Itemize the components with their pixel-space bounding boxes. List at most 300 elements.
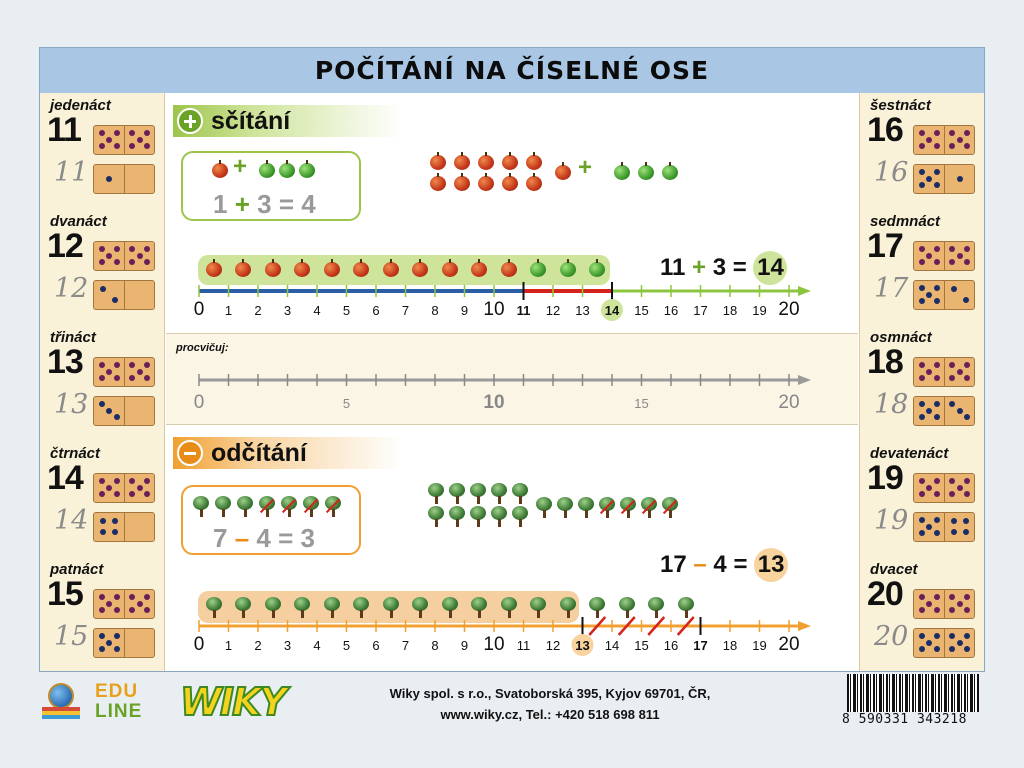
number-line-label: 18 xyxy=(722,303,738,318)
domino-pip xyxy=(957,601,963,607)
tree-icon xyxy=(470,483,486,505)
domino-pip xyxy=(934,517,940,523)
domino-pip xyxy=(963,518,969,524)
number-word: devatenáct xyxy=(870,445,949,462)
domino-pip xyxy=(919,285,925,291)
domino-half xyxy=(914,513,944,541)
tree-icon xyxy=(512,483,528,505)
number-digits: 20 xyxy=(867,575,903,613)
number-word: patnáct xyxy=(50,561,104,578)
crossed-tree-icon xyxy=(620,497,636,519)
domino-pip xyxy=(100,286,106,292)
number-card xyxy=(860,93,985,209)
eq-result: 3 xyxy=(300,523,315,553)
domino-tile xyxy=(93,280,155,310)
domino-pip xyxy=(144,362,150,368)
domino-half xyxy=(94,126,124,154)
eq-operand: 7 xyxy=(213,523,228,553)
number-card xyxy=(40,209,165,325)
domino-pip xyxy=(137,137,143,143)
domino-pip xyxy=(919,401,925,407)
number-line-label: 6 xyxy=(372,303,380,318)
number-digits: 18 xyxy=(867,343,903,381)
domino-pip xyxy=(949,633,955,639)
domino-pip xyxy=(114,633,120,639)
green-apple-icon xyxy=(614,165,630,180)
domino-pip xyxy=(964,259,970,265)
number-line-label: 5 xyxy=(342,638,351,653)
number-card xyxy=(860,557,985,673)
domino-half xyxy=(944,474,975,502)
left-number-column xyxy=(40,93,165,671)
number-line-label: 8 xyxy=(431,638,439,653)
company-contact: www.wiky.cz, Tel.: +420 518 698 811 xyxy=(440,707,660,722)
domino-tile xyxy=(93,473,155,503)
tree-icon xyxy=(215,496,231,518)
domino-pip xyxy=(919,259,925,265)
number-line-label: 12 xyxy=(545,638,561,653)
domino-pip xyxy=(934,259,940,265)
domino-pip xyxy=(144,375,150,381)
domino-pip xyxy=(99,246,105,252)
domino-pip xyxy=(100,529,106,535)
domino-pip xyxy=(99,401,105,407)
green-apple-icon xyxy=(560,262,576,277)
domino-pip xyxy=(964,633,970,639)
domino-tile xyxy=(93,589,155,619)
domino-pip xyxy=(964,594,970,600)
practice-number-line[interactable] xyxy=(166,354,858,424)
domino-pip xyxy=(919,182,925,188)
eq-operator: + xyxy=(234,189,250,219)
number-line-label: 1 xyxy=(224,638,233,653)
domino-pip xyxy=(934,169,940,175)
company-info xyxy=(330,683,770,725)
domino-pip xyxy=(129,362,135,368)
number-line-label: 1 xyxy=(224,303,233,318)
domino-half xyxy=(94,474,124,502)
green-apple-icon xyxy=(638,165,654,180)
domino-half xyxy=(124,165,155,193)
domino-pip xyxy=(934,414,940,420)
domino-pip xyxy=(934,362,940,368)
domino-pip xyxy=(137,253,143,259)
domino-pip xyxy=(951,286,957,292)
domino-tile xyxy=(93,396,155,426)
number-line-label: 17 xyxy=(693,303,708,318)
domino-pip xyxy=(926,640,932,646)
number-line-label: 16 xyxy=(663,638,679,653)
domino-tile xyxy=(913,512,975,542)
eq-equals: = xyxy=(278,189,295,219)
domino-half xyxy=(94,358,124,386)
red-apple-icon xyxy=(478,176,494,191)
domino-pip xyxy=(919,530,925,536)
domino-tile xyxy=(913,589,975,619)
number-word: čtrnáct xyxy=(50,445,101,462)
number-line-label: 10 xyxy=(483,634,505,655)
domino-half xyxy=(944,513,975,541)
domino-pip xyxy=(144,478,150,484)
tree-icon xyxy=(491,506,507,528)
domino-half xyxy=(124,281,155,309)
number-handwritten: 11 xyxy=(54,157,89,188)
practice-section xyxy=(166,333,858,425)
domino-pip xyxy=(99,478,105,484)
domino-pip xyxy=(919,414,925,420)
domino-pip xyxy=(129,607,135,613)
worksheet-card xyxy=(39,47,985,672)
number-line-label: 20 xyxy=(778,299,800,320)
number-word: sedmnáct xyxy=(870,213,941,230)
domino-pip xyxy=(934,491,940,497)
tree-icon xyxy=(237,496,253,518)
number-line-label: 11 xyxy=(516,303,531,318)
number-word: osmnáct xyxy=(870,329,932,346)
subtraction-small-equation xyxy=(213,523,315,554)
domino-pip xyxy=(114,362,120,368)
domino-pip xyxy=(963,297,969,303)
number-card xyxy=(40,441,165,557)
eq-operator: – xyxy=(693,551,707,578)
domino-pip xyxy=(129,491,135,497)
crossed-tree-icon xyxy=(259,496,275,518)
domino-tile xyxy=(913,241,975,271)
domino-pip xyxy=(99,130,105,136)
number-line-label: 10 xyxy=(483,299,505,320)
number-card xyxy=(40,557,165,673)
number-line-label: 12 xyxy=(545,303,561,318)
addition-header-label: sčítání xyxy=(211,106,291,135)
red-apple-icon xyxy=(430,176,446,191)
domino-half xyxy=(94,281,124,309)
domino-pip xyxy=(926,369,932,375)
page-title: POČÍTÁNÍ NA ČÍSELNÉ OSE xyxy=(314,56,710,85)
tree-icon xyxy=(491,483,507,505)
domino-pip xyxy=(934,130,940,136)
domino-pip xyxy=(99,607,105,613)
crossed-tree-icon xyxy=(662,497,678,519)
domino-pip xyxy=(129,143,135,149)
number-line-label: 13 xyxy=(575,638,590,653)
red-apple-icon xyxy=(265,262,281,277)
edu-logo-text: EDU xyxy=(95,681,139,702)
domino-pip xyxy=(934,478,940,484)
eq-operand: 3 xyxy=(712,254,727,281)
domino-pip xyxy=(964,491,970,497)
domino-pip xyxy=(934,646,940,652)
arrow-head-icon xyxy=(798,621,811,631)
eq-operand: 11 xyxy=(660,254,686,281)
domino-pip xyxy=(919,362,925,368)
red-apple-icon xyxy=(526,176,542,191)
domino-pip xyxy=(137,485,143,491)
domino-pip xyxy=(949,246,955,252)
domino-pip xyxy=(957,137,963,143)
number-card xyxy=(860,209,985,325)
domino-pip xyxy=(934,246,940,252)
number-line-label: 9 xyxy=(460,303,469,318)
number-word: dvanáct xyxy=(50,213,107,230)
domino-pip xyxy=(926,601,932,607)
domino-pip xyxy=(112,297,118,303)
red-apple-icon xyxy=(502,176,518,191)
plus-icon xyxy=(177,108,203,134)
eq-result: 4 xyxy=(301,189,316,219)
domino-half xyxy=(914,397,944,425)
line-logo-text: LINE xyxy=(95,701,143,722)
domino-pip xyxy=(114,246,120,252)
domino-pip xyxy=(114,130,120,136)
domino-pip xyxy=(114,414,120,420)
domino-pip xyxy=(137,369,143,375)
domino-pip xyxy=(114,259,120,265)
domino-tile xyxy=(93,125,155,155)
addition-example-box xyxy=(181,151,361,221)
number-digits: 16 xyxy=(867,111,903,149)
eq-result: 14 xyxy=(753,251,787,285)
domino-pip xyxy=(926,292,932,298)
domino-pip xyxy=(951,529,957,535)
tree-icon xyxy=(578,497,594,519)
number-handwritten: 13 xyxy=(54,389,89,420)
domino-tile xyxy=(913,164,975,194)
eq-operand: 3 xyxy=(257,189,272,219)
number-line-label: 6 xyxy=(372,638,380,653)
domino-pip xyxy=(919,143,925,149)
domino-half xyxy=(94,242,124,270)
number-line-label: 20 xyxy=(778,634,800,655)
domino-pip xyxy=(129,246,135,252)
domino-pip xyxy=(919,298,925,304)
domino-pip xyxy=(144,246,150,252)
number-digits: 17 xyxy=(867,227,903,265)
domino-tile xyxy=(913,396,975,426)
domino-half xyxy=(94,590,124,618)
number-card xyxy=(40,93,165,209)
domino-half xyxy=(124,126,155,154)
crossed-tree-icon xyxy=(599,497,615,519)
number-line-label: 0 xyxy=(193,299,205,320)
domino-pip xyxy=(99,375,105,381)
domino-pip xyxy=(926,485,932,491)
right-number-column xyxy=(859,93,984,671)
practice-label: procvičuj: xyxy=(176,342,229,354)
number-handwritten: 19 xyxy=(874,505,909,536)
number-line-label: 15 xyxy=(634,638,649,653)
domino-pip xyxy=(957,408,963,414)
domino-pip xyxy=(137,601,143,607)
domino-pip xyxy=(106,601,112,607)
domino-pip xyxy=(99,646,105,652)
number-line-label: 4 xyxy=(313,638,321,653)
number-line-label: 2 xyxy=(254,638,262,653)
domino-pip xyxy=(114,375,120,381)
domino-pip xyxy=(114,646,120,652)
domino-half xyxy=(94,629,124,657)
company-address: Wiky spol. s r.o., Svatoborská 395, Kyjov 69701, ČR, xyxy=(389,686,711,701)
plus-sign-icon: + xyxy=(233,153,248,180)
domino-pip xyxy=(112,529,118,535)
domino-pip xyxy=(919,607,925,613)
domino-pip xyxy=(144,491,150,497)
number-line-label: 19 xyxy=(752,638,767,653)
domino-half xyxy=(914,165,944,193)
domino-pip xyxy=(919,169,925,175)
green-apple-icon xyxy=(279,163,295,178)
subtraction-section xyxy=(166,425,858,671)
domino-half xyxy=(944,165,975,193)
domino-pip xyxy=(106,369,112,375)
wiky-logo xyxy=(180,681,320,723)
arrow-head-icon xyxy=(798,375,811,385)
domino-half xyxy=(914,358,944,386)
domino-tile xyxy=(913,357,975,387)
number-line-label: 19 xyxy=(752,303,767,318)
number-handwritten: 20 xyxy=(874,621,909,652)
domino-pip xyxy=(106,408,112,414)
number-handwritten: 16 xyxy=(874,157,909,188)
eq-operand: 1 xyxy=(213,189,228,219)
domino-pip xyxy=(919,130,925,136)
addition-section xyxy=(166,93,858,333)
domino-pip xyxy=(144,594,150,600)
domino-half xyxy=(94,165,124,193)
red-apple-icon xyxy=(501,262,517,277)
domino-pip xyxy=(963,529,969,535)
domino-pip xyxy=(919,375,925,381)
subtraction-big-equation xyxy=(660,548,788,582)
domino-pip xyxy=(129,259,135,265)
domino-pip xyxy=(957,253,963,259)
number-word: dvacet xyxy=(870,561,918,578)
red-apple-icon xyxy=(212,163,228,178)
number-line-label: 9 xyxy=(460,638,469,653)
domino-half xyxy=(94,513,124,541)
number-line-label: 5 xyxy=(342,396,351,411)
tree-icon xyxy=(428,506,444,528)
domino-pip xyxy=(106,137,112,143)
domino-pip xyxy=(114,491,120,497)
domino-pip xyxy=(919,517,925,523)
domino-pip xyxy=(919,246,925,252)
number-card xyxy=(40,325,165,441)
tree-icon xyxy=(470,506,486,528)
number-line-label: 15 xyxy=(634,303,649,318)
red-apple-icon xyxy=(502,155,518,170)
red-apple-icon xyxy=(478,155,494,170)
addition-number-line xyxy=(166,278,858,333)
domino-half xyxy=(944,281,975,309)
domino-pip xyxy=(964,607,970,613)
domino-pip xyxy=(129,478,135,484)
number-handwritten: 14 xyxy=(54,505,89,536)
domino-pip xyxy=(934,143,940,149)
domino-half xyxy=(914,242,944,270)
domino-pip xyxy=(949,259,955,265)
domino-pip xyxy=(926,524,932,530)
red-apple-icon xyxy=(324,262,340,277)
red-apple-icon xyxy=(442,262,458,277)
subtraction-number-line xyxy=(166,613,858,668)
domino-tile xyxy=(913,473,975,503)
red-apple-icon xyxy=(526,155,542,170)
domino-pip xyxy=(934,530,940,536)
domino-pip xyxy=(957,176,963,182)
domino-pip xyxy=(100,518,106,524)
domino-pip xyxy=(99,259,105,265)
number-line-label: 14 xyxy=(604,303,620,318)
domino-pip xyxy=(949,375,955,381)
domino-pip xyxy=(129,130,135,136)
eq-operand: 4 xyxy=(713,551,727,578)
number-line-label: 7 xyxy=(401,303,410,318)
domino-pip xyxy=(964,478,970,484)
number-line-label: 14 xyxy=(604,638,620,653)
domino-pip xyxy=(934,401,940,407)
domino-half xyxy=(944,126,975,154)
domino-tile xyxy=(913,280,975,310)
domino-pip xyxy=(926,253,932,259)
domino-pip xyxy=(99,143,105,149)
number-line-label: 2 xyxy=(254,303,262,318)
subtraction-example-box xyxy=(181,485,361,555)
minus-icon xyxy=(177,440,203,466)
number-digits: 14 xyxy=(47,459,83,497)
domino-pip xyxy=(144,143,150,149)
tree-icon xyxy=(449,506,465,528)
number-digits: 12 xyxy=(47,227,83,265)
domino-pip xyxy=(112,518,118,524)
domino-pip xyxy=(106,176,112,182)
red-apple-icon xyxy=(454,155,470,170)
eq-operator: – xyxy=(234,523,250,553)
domino-pip xyxy=(114,478,120,484)
domino-pip xyxy=(964,130,970,136)
number-line-label: 11 xyxy=(516,638,531,653)
domino-pip xyxy=(964,362,970,368)
eq-result: 13 xyxy=(754,548,788,582)
red-apple-icon xyxy=(555,165,571,180)
number-line-label: 20 xyxy=(778,392,800,413)
domino-half xyxy=(944,358,975,386)
crossed-tree-icon xyxy=(325,496,341,518)
domino-pip xyxy=(964,246,970,252)
domino-half xyxy=(124,590,155,618)
domino-pip xyxy=(144,259,150,265)
number-card xyxy=(860,441,985,557)
domino-pip xyxy=(919,594,925,600)
domino-pip xyxy=(964,375,970,381)
domino-pip xyxy=(99,594,105,600)
number-handwritten: 17 xyxy=(874,273,909,304)
number-line-label: 0 xyxy=(193,392,205,413)
domino-half xyxy=(944,590,975,618)
barcode-number: 8 590331 343218 xyxy=(838,712,988,727)
eq-operator: + xyxy=(692,254,707,281)
number-line-label: 4 xyxy=(313,303,321,318)
domino-half xyxy=(914,629,944,657)
domino-pip xyxy=(934,607,940,613)
domino-half xyxy=(914,590,944,618)
wiky-logo-text: WIKY xyxy=(180,680,286,724)
number-line-label: 10 xyxy=(483,392,505,413)
domino-half xyxy=(124,629,155,657)
domino-tile xyxy=(913,628,975,658)
domino-pip xyxy=(99,362,105,368)
number-digits: 13 xyxy=(47,343,83,381)
domino-pip xyxy=(114,607,120,613)
